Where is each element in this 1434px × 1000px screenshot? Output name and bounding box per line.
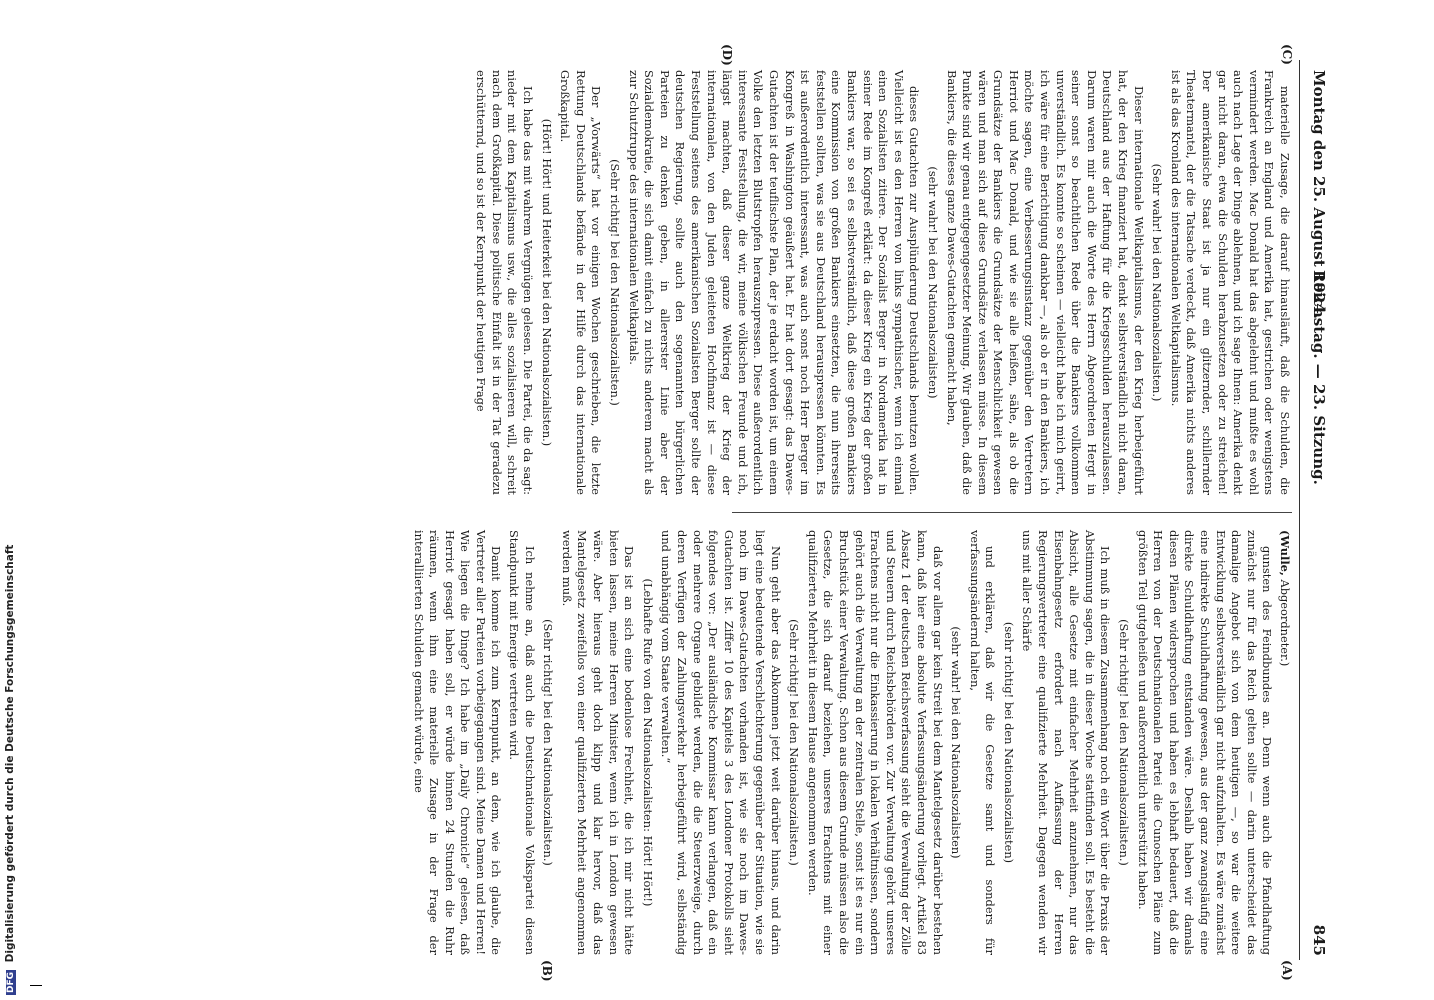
page-header	[1299, 60, 1334, 960]
reaction-note: (Hört! Hört! und Heiterkeit bei den Nationalsozialisten.)	[539, 118, 554, 447]
digitization-credit	[4, 5, 18, 995]
paragraph: Der „Vorwärts“ hat vor einigen Wochen geschrieben, die letzte Rettung Deutschlands befände in der Hilfe durch das internationale Großkapital.	[558, 70, 604, 495]
speaker-line	[1276, 530, 1292, 955]
header-title: Reichstag. — 23. Sitzung.	[1310, 270, 1328, 485]
speaker-role: Abgeordneter.)	[1278, 579, 1292, 667]
reaction-note: (Sehr richtig! bei den Nationalsozialisten.)	[608, 159, 623, 406]
reaction-note: (Sehr richtig! bei den Nationalsozialisten.)	[1117, 619, 1132, 866]
paragraph: materielle Zusage, die darauf hinausläuft, daß die Schulden, die Frankreich an England und Amerika hat, gestrichen oder wenigstens vermindert werden. Mac Donald hat das abgelehnt und mußte es wohl auch nach Lage der Dinge ablehnen, und ich sage Ihnen: Amerika denkt gar nicht daran, etwa die Schulden herabzusetzen oder zu streichen! Der amerikanische Staat ist ja nur ein glitzernder, schillernder Theatermantel, der die Tatsache verdeckt, daß Amerika nichts anderes ist als das Kronland des internationalen Weltkapitalismus.	[1168, 70, 1292, 495]
speaker-name: (Wulle,	[1278, 530, 1292, 576]
credit-text: Digitalisierung gefördert durch die Deutsche Forschungsgemeinschaft	[4, 544, 16, 963]
rotated-page-content	[104, 44, 1334, 982]
margin-marker-c: (C)	[1280, 44, 1294, 65]
paragraph: Ich habe das mit wahrem Vergnügen gelesen. Die Partei, die da sagt: nieder mit dem Kapitalismus usw., die alles sozialisieren will, schreit nach dem Großkapital. Diese politische Einfalt ist in der Tat geradezu erschütternd, und so ist der Kernpunkt der heutigen Frage	[474, 70, 536, 495]
paragraph: daß vor allem gar kein Streit bei dem Mantelgesetz darüber bestehen kann, daß hier eine absolute Verfassungsänderung vorliegt. Artikel 83 Absatz 1 der deutschen Reichsverfassung sieht die Verwaltung der Zölle und Steuern durch Reichsbehörden vor. Zur Verwaltung gehört unseres Erachtens nicht nur die Einkassierung in lokalen Verhältnissen, sondern gehört auch die Verwaltung an der zentralen Stelle, sonst ist es nur ein Bruchstück einer Verwaltung. Schon aus diesem Grunde müssen also die Gesetze, die sich darauf beziehen, unseres Erachtens mit einer qualifizierten Mehrheit in diesem Hause angenommen werden.	[805, 530, 945, 955]
paragraph: gunsten des Feindbundes an. Denn wenn auch die Pfandhaftung zunächst nur für das Reich gelten sollte — darin unterscheidet das damalige Angebot sich von dem heutigen —, so war die weitere Entwicklung selbstverständlich gar nicht aufzuhalten. Es wäre zunächst eine indirekte Schuldhaftung gewesen, aus der ganz zwangsläufig eine direkte Schuldhaftung entstanden wäre. Deshalb haben wir damals diesen Plänen widersprochen und haben es lebhaft bedauert, daß die Herren von der Deutschnationalen Partei die Cunoschen Pläne zum größten Teil gutgeheißen und außerordentlich unterstützt haben.	[1135, 530, 1275, 955]
reaction-note: (Sehr richtig! bei den Nationalsozialisten.)	[787, 619, 802, 866]
reaction-note: (sehr wahr! bei den Nationalsozialisten)	[925, 166, 940, 399]
paragraph: Damit komme ich zum Kernpunkt, an dem, wie ich glaube, die Vertreter aller Parteien vorbeigegangen sind. Meine Damen und Herren! Wie liegen die Dinge? Ich habe im „Daily Chronicle“ gelesen, daß Herriot gesagt haben soll, er würde binnen 24 Stunden die Ruhr räumen, wenn ihm eine materielle Zusage in der Frage der interalliierten Schulden gemacht würde, eine	[411, 530, 504, 955]
reaction-note: (Lebhafte Rufe von den Nationalsozialisten: Hört! Hört!)	[640, 578, 655, 907]
paragraph: Dieser internationale Weltkapitalismus, der den Krieg herbeigeführt hat, der den Krieg finanziert hat, denkt selbstverständlich nicht daran, Deutschland aus der Haftung für die Kriegsschulden herauszulassen. Darum waren mir auch die Worte des Herrn Abgeordneten Hergt in seiner sonst so beachtlichen Rede über die Bankiers vollkommen unverständlich. Es konnte so scheinen — vielleicht habe ich mich geirrt, ich wäre für eine Berichtigung dankbar —, als ob er in den Bankiers, ich möchte sagen, eine Verbesserungsinstanz gegenüber den Vertretern Herriot und Mac Donald, und wie sie alle heißen, sähe, als ob die Grundsätze der Bankiers die Grundsätze der Menschlichkeit gewesen wären und man sich auf diese Grundsätze verlassen müsse. In diesem Punkte sind wir genau entgegengesetzter Meinung. Wir glauben, daß die Bankiers, die dieses ganze Dawes-Gutachten gemacht haben,	[944, 70, 1146, 495]
column-divider	[732, 512, 1292, 513]
margin-marker-d: (D)	[720, 44, 734, 66]
reaction-note: (Sehr wahr! bei den Nationalsozialisten.)	[1150, 163, 1165, 402]
paragraph: dieses Gutachten zur Ausplünderung Deutschlands benutzen wollen. Vielleicht ist es den Herren von links sympathischer, wenn ich einmal einen Sozialisten zitiere. Der Sozialist Berger in Nordamerika hat in seiner Rede im Kongreß erklärt: da dieser Krieg ein Krieg der großen Bankiers war, so sei es selbstverständlich, daß diese großen Bankiers eine Kommission von großen Bankiers einsetzten, die nun ihrerseits feststellen sollten, was sie aus Deutschland herauspressen könnten. Es ist außerordentlich interessant, was auch sonst noch Herr Berger im Kongreß in Washington geäußert hat. Er hat dort gesagt: das Dawes-Gutachten ist der teuflischste Plan, der je erdacht worden ist, um einem Volke den letzten Blutstropfen herauszupressen. Diese außerordentlich interessante Feststellung, die wir, meine völkischen Freunde und ich, längst machten, daß dieser ganze Weltkrieg der Krieg der internationalen, von den Juden geleiteten Hochfinanz ist — diese Feststellung seitens des amerikanischen Sozialisten Berger sollte der deutschen Regierung, sollte auch den sogenannten bürgerlichen Parteien zu denken geben, in allererster Linie aber der Sozialdemokratie, die sich damit einfach zu nichts anderem macht als zur Schutztruppe des internationalen Weltkapitals.	[626, 70, 922, 495]
page-number: 845	[1310, 924, 1328, 956]
header-date: Montag den 25. August 1924.	[1310, 70, 1328, 319]
margin-marker-a: (A)	[1280, 960, 1294, 981]
reaction-note: (sehr richtig! bei den Nationalsozialisten)	[1001, 621, 1016, 864]
left-text-column	[112, 530, 1292, 955]
paragraph: Ich muß in diesem Zusammenhang noch ein Wort über die Praxis der Abstimmung sagen, die in dieser Woche stattfinden soll. Es besteht die Absicht, alle Gesetze mit einfacher Mehrheit anzunehmen, nur das Eisenbahngesetz erfordert nach Auffassung der Herren Regierungsvertreter eine qualifizierte Mehrheit. Dagegen wenden wir uns mit aller Schärfe	[1020, 530, 1113, 955]
paragraph: und erklären, daß wir die Gesetze samt und sonders für verfassungsändernd halten,	[967, 530, 998, 955]
reaction-note: (Sehr richtig! bei den Nationalsozialisten.)	[541, 619, 556, 866]
paragraph: Nun geht aber das Abkommen jetzt weit darüber hinaus, und darin liegt eine bedeutende Verschlechterung gegenüber der Situation, wie sie noch im Dawes-Gutachten vorhanden ist, wie sie noch im Dawes-Gutachten ist. Ziffer 10 des Kapitels 3 des Londoner Protokolls sieht folgendes vor: „Der ausländische Kommissar kann verlangen, daß ein oder mehrere Organe gebildet werden, die die Steuerzweige, durch deren Verfügen der Zahlungsverkehr herbeigeführt wird, selbständig und unabhängig vom Staate verwalten.“	[659, 530, 783, 955]
dfg-logo: DFG	[6, 971, 16, 993]
right-text-column	[112, 70, 1292, 495]
paragraph: Ich nehme an, daß auch die Deutschnationale Volkspartei diesen Standpunkt mit Energie vertreten wird.	[507, 530, 537, 955]
paragraph: Das ist an sich eine bodenlose Frechheit, die ich mir nicht hätte bieten lassen, meine Herren Minister, wenn ich in London gewesen wäre. Aber hieraus geht doch klipp und klar hervor, daß das Mantelgesetz zweifellos von einer qualifizierten Mehrheit angenommen werden muß.	[559, 530, 637, 955]
margin-marker-b: (B)	[540, 960, 554, 982]
edge-rule	[30, 985, 42, 986]
reaction-note: (sehr wahr! bei den Nationalsozialisten)	[949, 626, 964, 859]
